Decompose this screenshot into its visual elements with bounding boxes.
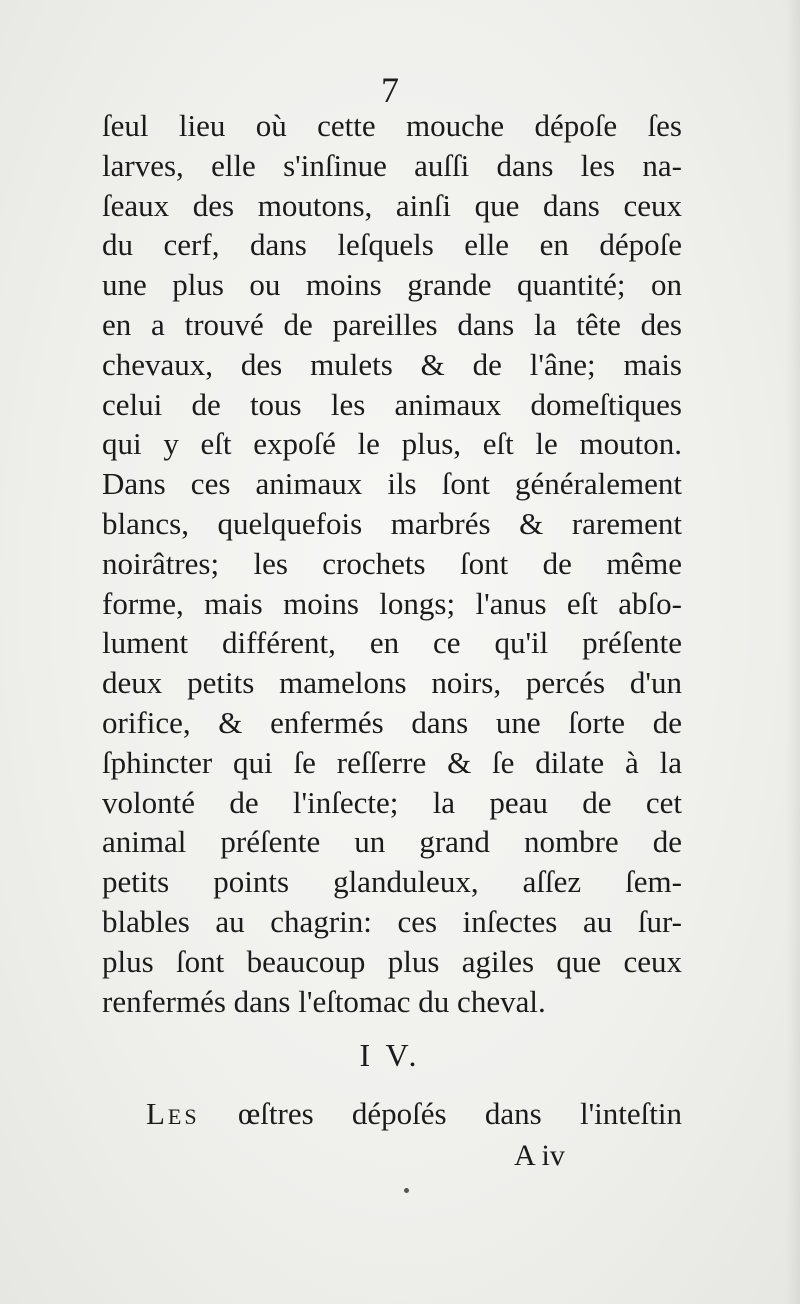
text-line: deux petits mamelons noirs, percés d'un (102, 665, 682, 701)
text-line: plus ſont beaucoup plus agiles que ceux (102, 943, 682, 979)
signature-mark: A iv (514, 1139, 565, 1172)
text-line: Dans ces animaux ils ſont généralement (102, 466, 682, 502)
text-line: ſeul lieu où cette mouche dépoſe ſes (102, 108, 682, 143)
text-line: renfermés dans l'eſtomac du cheval. (102, 983, 546, 1019)
section-first-word: Les (146, 1096, 200, 1131)
text-line: ſeaux des moutons, ainſi que dans ceux (102, 187, 682, 223)
text-line: blables au chagrin: ces inſectes au ſur- (102, 903, 682, 939)
text-line: qui y eſt expoſé le plus, eſt le mouton. (102, 426, 682, 462)
section-opening-line (146, 1094, 682, 1134)
text-line: larves, elle s'inſinue auſſi dans les na- (102, 147, 682, 183)
text-line: petits points glanduleux, aſſez ſem- (102, 864, 682, 900)
text-line: du cerf, dans leſquels elle en dépoſe (102, 227, 682, 263)
text-line: lument différent, en ce qu'il préſente (102, 625, 682, 661)
text-line: celui de tous les animaux domeſtiques (102, 386, 682, 422)
text-line: chevaux, des mulets & de l'âne; mais (102, 346, 682, 382)
text-line: animal préſente un grand nombre de (102, 824, 682, 860)
text-line: orifice, & enfermés dans une ſorte de (102, 704, 682, 740)
text-line: volonté de l'inſecte; la peau de cet (102, 784, 682, 820)
section-opening-text: œſtres dépoſés dans l'inteſtin (237, 1096, 682, 1131)
text-line: noirâtres; les crochets ſont de même (102, 545, 682, 581)
section-number: I V. (359, 1037, 421, 1073)
text-line: une plus ou moins grande quantité; on (102, 267, 682, 303)
page-number: 7 (381, 70, 399, 110)
ink-speck (404, 1188, 409, 1193)
text-line: en a trouvé de pareilles dans la tête des (102, 306, 682, 342)
text-line: blancs, quelquefois marbrés & rarement (102, 505, 682, 541)
text-line: ſphincter qui ſe reſſerre & ſe dilate à la (102, 744, 682, 780)
text-line: forme, mais moins longs; l'anus eſt abſo- (102, 585, 682, 621)
body-text (102, 106, 682, 1021)
page-edge-shadow (786, 0, 800, 1304)
